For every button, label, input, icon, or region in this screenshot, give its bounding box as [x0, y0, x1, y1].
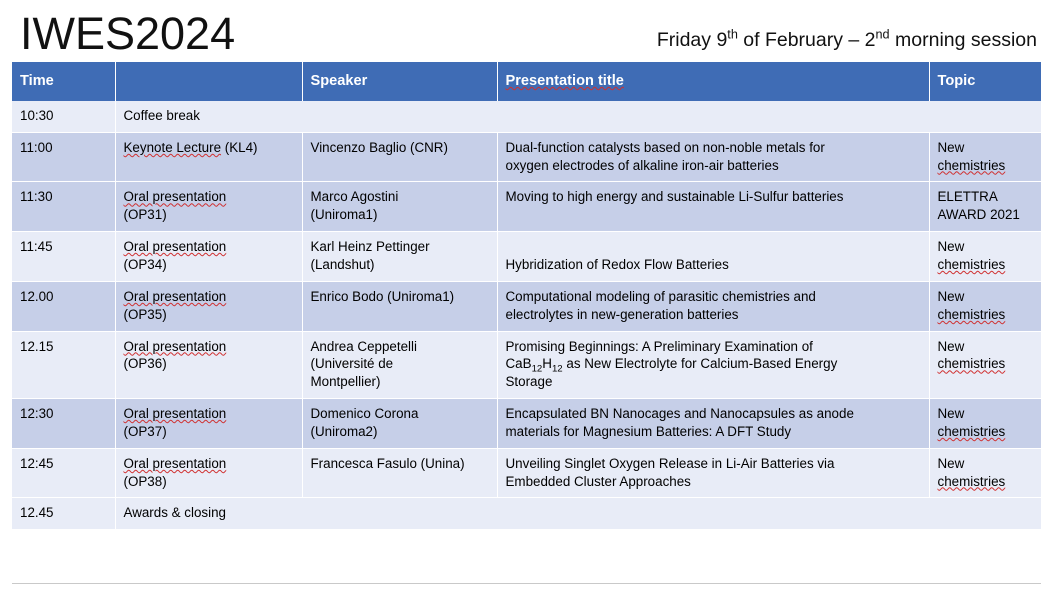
cell-time: 12:45: [12, 448, 115, 498]
column-header-speaker: Speaker: [302, 62, 497, 101]
cell-title-line1: Hybridization of Redox Flow Batteries: [505, 257, 729, 273]
formula-mid: H: [542, 356, 552, 372]
cell-type-label: Keynote Lecture: [123, 139, 222, 155]
cell-type: [115, 399, 302, 449]
table-row: [12, 232, 1041, 282]
cell-speaker-affiliation: (Landshut): [310, 256, 375, 272]
cell-speaker: Francesca Fasulo (Unina): [302, 448, 497, 498]
column-header-type: [115, 62, 302, 101]
table-row: [12, 331, 1041, 398]
schedule-table: [12, 62, 1041, 530]
cell-topic: [929, 331, 1041, 398]
column-header-title: [497, 62, 929, 101]
cell-title-line2: materials for Magnesium Batteries: A DFT Study: [505, 423, 792, 439]
cell-type-label: Oral presentation: [123, 239, 227, 255]
slide-header: [12, 0, 1041, 62]
cell-time: 12:30: [12, 399, 115, 449]
cell-type: [115, 132, 302, 182]
formula-post: as New Electrolyte for Calcium-Based Energy: [562, 356, 838, 372]
cell-speaker-affiliation-2: Montpellier): [310, 374, 381, 390]
cell-topic-line1: New: [937, 239, 965, 255]
cell-type-code: (OP36): [123, 356, 167, 372]
cell-type-label: Oral presentation: [123, 189, 227, 205]
cell-speaker: Vincenzo Baglio (CNR): [302, 132, 497, 182]
formula-sub-1: 12: [531, 364, 543, 376]
cell-type: [115, 232, 302, 282]
session-sup-th: th: [727, 27, 738, 42]
cell-topic-line1: New: [937, 288, 965, 304]
cell-topic-line2: chemistries: [937, 306, 1006, 322]
session-prefix: Friday 9: [656, 28, 728, 51]
cell-speaker: Enrico Bodo (Uniroma1): [302, 281, 497, 331]
cell-time: 11:30: [12, 182, 115, 232]
cell-type: [115, 448, 302, 498]
session-sup-nd: nd: [875, 27, 890, 42]
cell-topic-line1: New: [937, 406, 965, 422]
cell-topic-line2: chemistries: [937, 256, 1006, 272]
cell-type-code: (OP35): [123, 306, 167, 322]
cell-speaker: [302, 232, 497, 282]
cell-type: [115, 331, 302, 398]
cell-title-line2: electrolytes in new-generation batteries: [505, 306, 739, 322]
cell-title-line1: Computational modeling of parasitic chemistries and: [505, 288, 816, 304]
table-row: [12, 281, 1041, 331]
cell-title-line1: Encapsulated BN Nanocages and Nanocapsules as anode: [505, 406, 854, 422]
cell-title: [497, 448, 929, 498]
cell-topic-line1: ELETTRA: [937, 189, 998, 205]
cell-title: [497, 399, 929, 449]
cell-title-line3: Storage: [505, 374, 553, 390]
cell-time: 12.15: [12, 331, 115, 398]
cell-speaker-affiliation: (Uniroma2): [310, 423, 378, 439]
cell-time: 12.45: [12, 498, 115, 530]
cell-topic-line2: chemistries: [937, 356, 1006, 372]
table-body: [12, 101, 1041, 530]
cell-speaker-name: Karl Heinz Pettinger: [310, 239, 430, 255]
cell-topic-line1: New: [937, 338, 965, 354]
cell-speaker: [302, 331, 497, 398]
cell-topic-line1: New: [937, 139, 965, 155]
cell-title-line2: [505, 355, 921, 376]
cell-speaker-name: Marco Agostini: [310, 189, 399, 205]
cell-title-line1: Moving to high energy and sustainable Li-Sulfur batteries: [505, 189, 844, 205]
cell-type: [115, 281, 302, 331]
cell-topic-line2: chemistries: [937, 423, 1006, 439]
table-row: [12, 498, 1041, 530]
cell-title-line2: Embedded Cluster Approaches: [505, 473, 691, 489]
column-header-title-label: Presentation title: [505, 73, 624, 89]
session-suffix: morning session: [889, 28, 1037, 51]
cell-topic: [929, 182, 1041, 232]
cell-type-label: Oral presentation: [123, 338, 227, 354]
column-header-topic: Topic: [929, 62, 1041, 101]
table-row: [12, 399, 1041, 449]
cell-time: 12.00: [12, 281, 115, 331]
cell-type-code: (OP34): [123, 256, 167, 272]
cell-topic: [929, 281, 1041, 331]
cell-topic: [929, 399, 1041, 449]
cell-type-code: (KL4): [221, 139, 258, 155]
cell-note: Coffee break: [115, 101, 1041, 132]
formula-sub-2: 12: [551, 364, 563, 376]
cell-topic-line2: chemistries: [937, 157, 1006, 173]
footer-divider: [12, 583, 1041, 584]
cell-speaker-name: Domenico Corona: [310, 406, 419, 422]
cell-type-code: (OP31): [123, 207, 167, 223]
column-header-time: Time: [12, 62, 115, 101]
cell-speaker: [302, 182, 497, 232]
cell-note: Awards & closing: [115, 498, 1041, 530]
cell-topic: [929, 232, 1041, 282]
cell-time: 11:45: [12, 232, 115, 282]
cell-title-line1: Unveiling Singlet Oxygen Release in Li-Air Batteries via: [505, 455, 835, 471]
cell-type-label: Oral presentation: [123, 406, 227, 422]
cell-title-line2: oxygen electrodes of alkaline iron-air batteries: [505, 157, 779, 173]
cell-type: [115, 182, 302, 232]
table-row: [12, 448, 1041, 498]
cell-type-label: Oral presentation: [123, 455, 227, 471]
session-label: [656, 27, 1037, 56]
table-row: [12, 182, 1041, 232]
cell-title-line1: Dual-function catalysts based on non-noble metals for: [505, 139, 825, 155]
cell-type-code: (OP37): [123, 423, 167, 439]
cell-time: 11:00: [12, 132, 115, 182]
cell-title: [497, 182, 929, 232]
table-row: [12, 132, 1041, 182]
cell-topic: [929, 448, 1041, 498]
cell-type-code: (OP38): [123, 473, 167, 489]
page-title: IWES2024: [20, 8, 236, 59]
cell-title: [497, 132, 929, 182]
table-header-row: [12, 62, 1041, 101]
cell-topic: [929, 132, 1041, 182]
table-header: [12, 62, 1041, 101]
cell-title: [497, 281, 929, 331]
cell-type-label: Oral presentation: [123, 288, 227, 304]
cell-speaker: [302, 399, 497, 449]
cell-title-line1: Promising Beginnings: A Preliminary Examination of: [505, 338, 813, 354]
formula-pre: CaB: [505, 356, 532, 372]
cell-topic-line2: chemistries: [937, 473, 1006, 489]
cell-title: [497, 232, 929, 282]
cell-time: 10:30: [12, 101, 115, 132]
table-row: [12, 101, 1041, 132]
cell-topic-line1: New: [937, 455, 965, 471]
cell-speaker-name: Andrea Ceppetelli: [310, 338, 417, 354]
cell-topic-line2: AWARD 2021: [937, 207, 1020, 223]
cell-speaker-affiliation: (Université de: [310, 356, 394, 372]
session-mid: of February – 2: [737, 28, 876, 51]
cell-speaker-affiliation: (Uniroma1): [310, 207, 378, 223]
cell-title: [497, 331, 929, 398]
